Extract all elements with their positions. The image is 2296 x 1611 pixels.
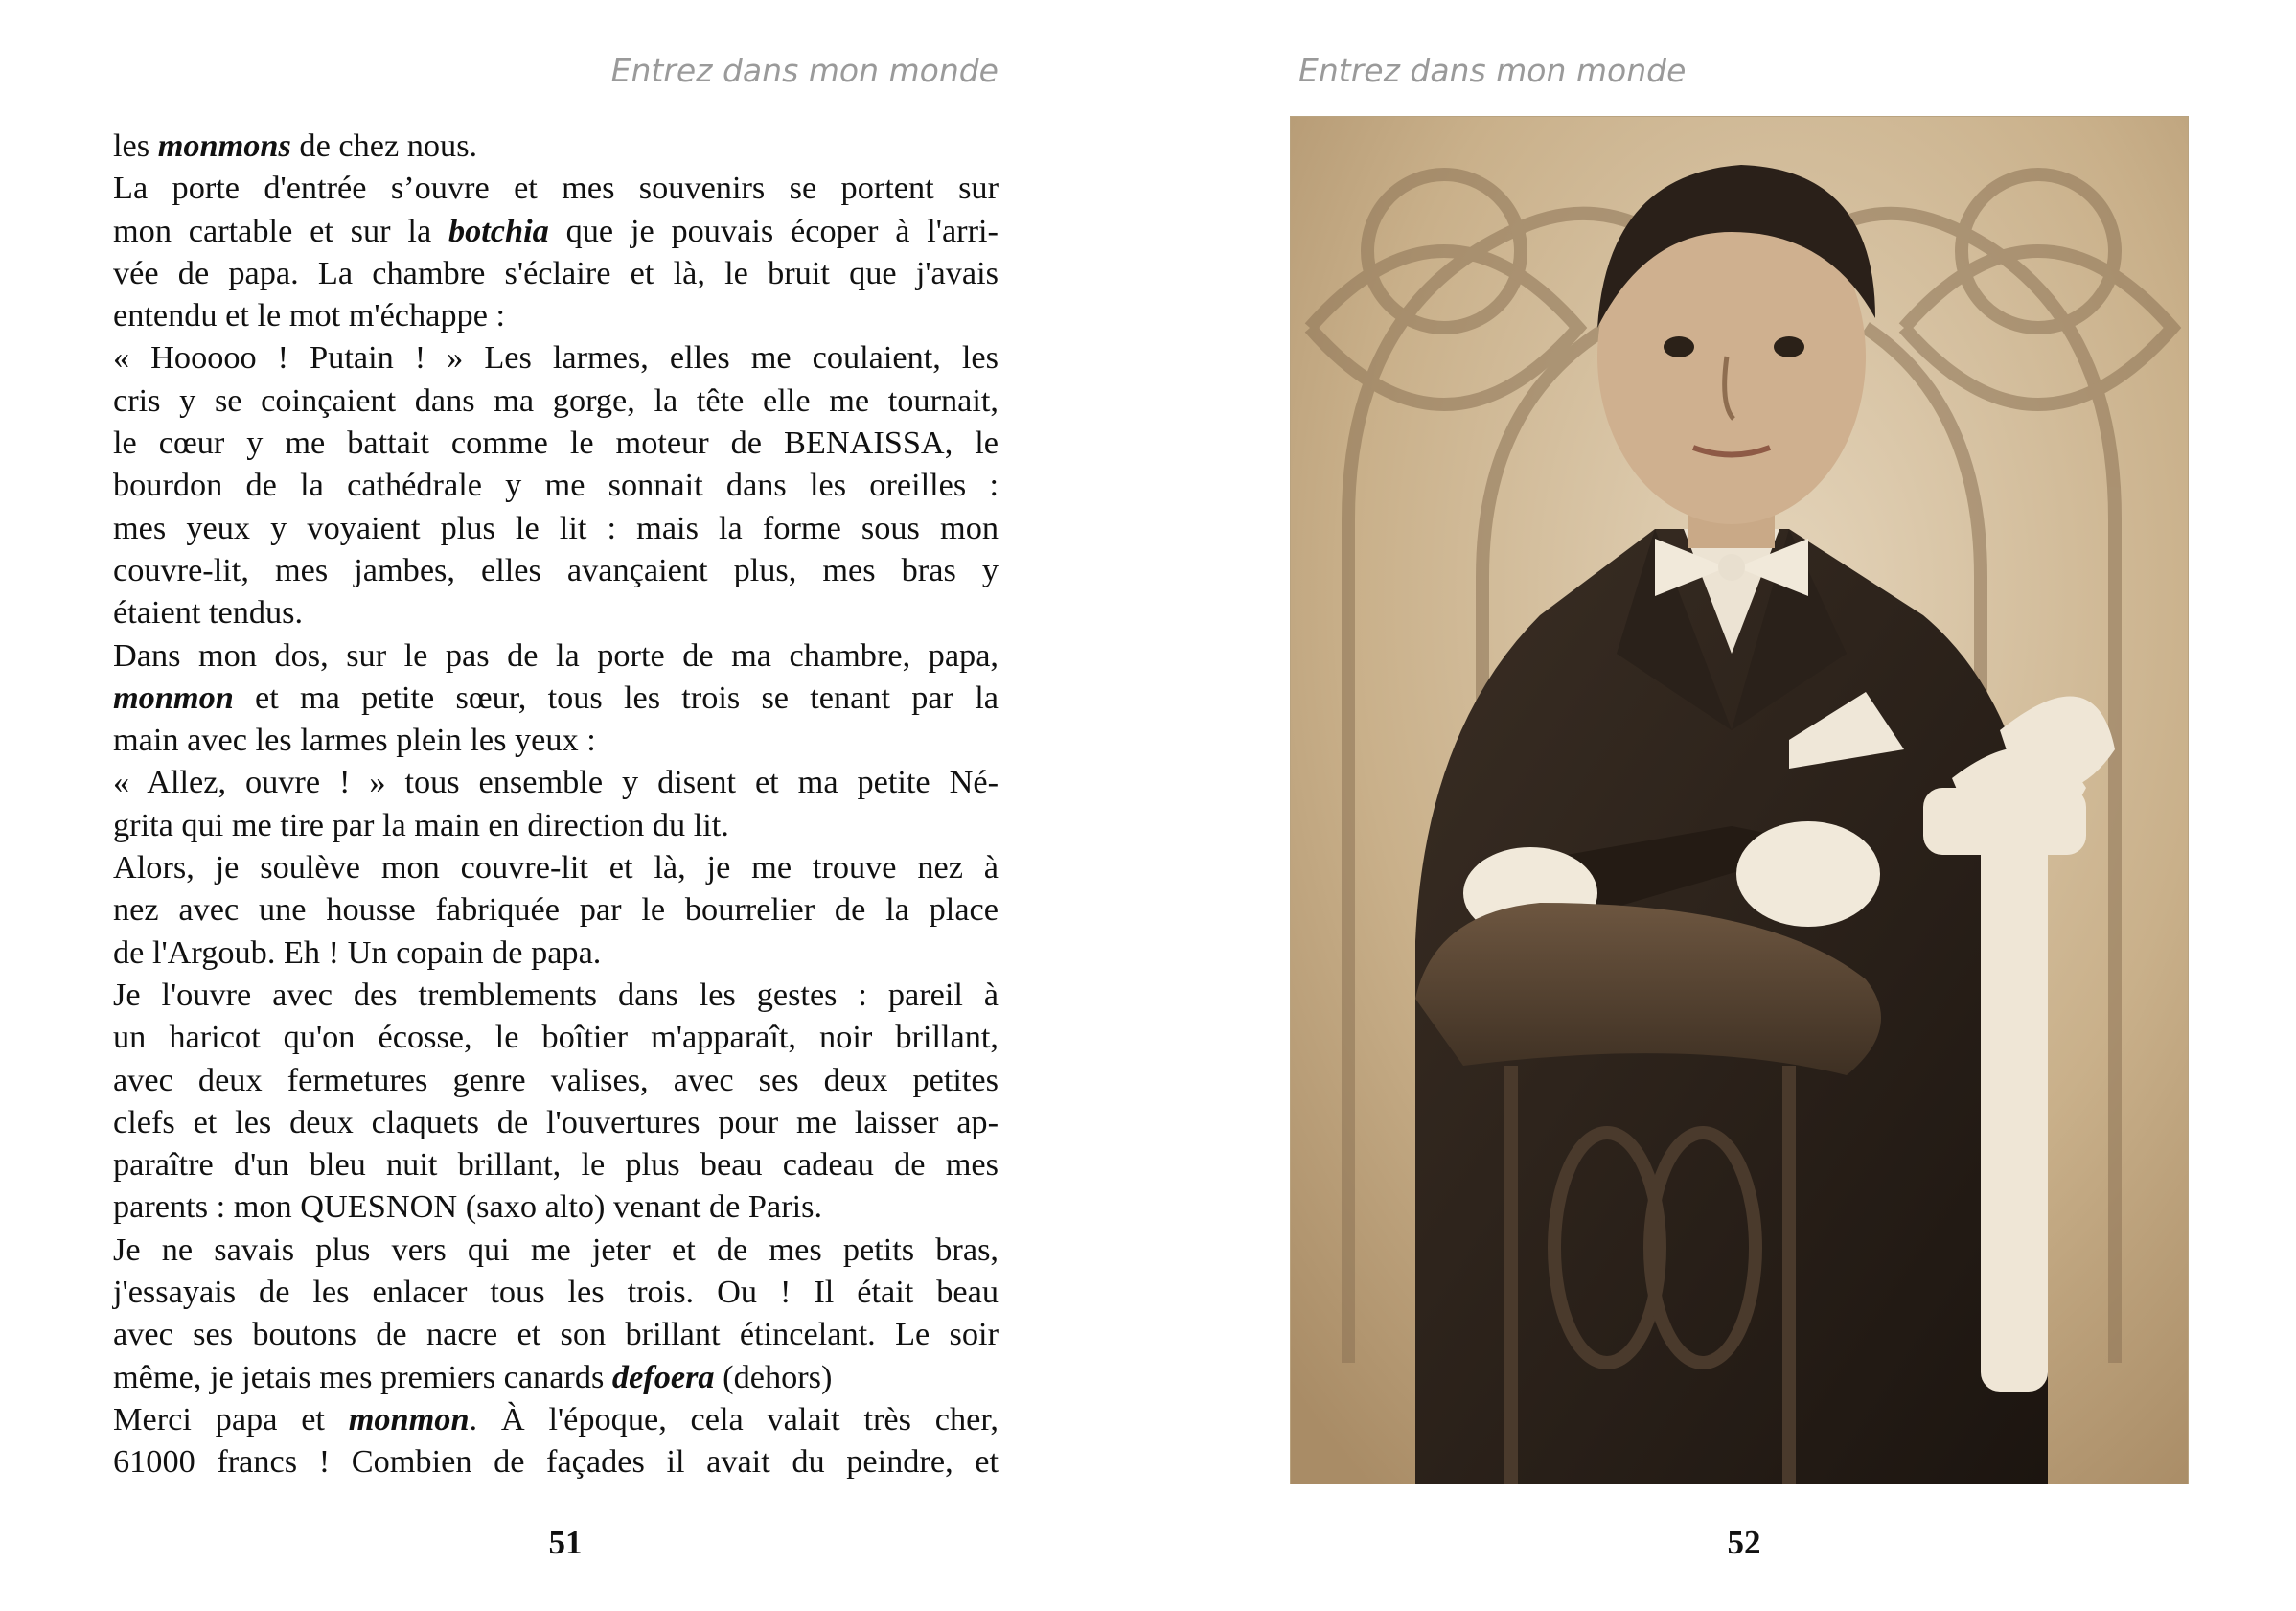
text-run: Je ne savais plus vers qui me jeter et de mes petits bras, bbox=[113, 1231, 999, 1268]
text-line bbox=[113, 1143, 999, 1185]
text-run: le cœur y me battait comme le moteur de BENAISSA, le bbox=[113, 425, 999, 462]
text-run: j'essayais de les enlacer tous les trois. Ou ! Il était beau bbox=[113, 1274, 999, 1311]
text-line bbox=[113, 846, 999, 888]
text-line bbox=[113, 210, 999, 252]
emphasized-word: defoera bbox=[611, 1358, 715, 1395]
body-text bbox=[113, 125, 999, 1484]
text-run: et ma petite sœur, tous les trois se tenant par la bbox=[233, 679, 999, 716]
emphasized-word: botchia bbox=[448, 212, 549, 249]
text-line bbox=[113, 549, 999, 591]
text-run: paraître d'un bleu nuit brillant, le plus beau cadeau de mes bbox=[113, 1146, 999, 1184]
text-run: clefs et les deux claquets de l'ouvertures pour me laisser ap- bbox=[113, 1103, 999, 1140]
text-run: entendu et le mot m'échappe : bbox=[113, 297, 506, 334]
text-run: . À l'époque, cela valait très cher, bbox=[469, 1400, 999, 1438]
text-run: nez avec une housse fabriquée par le bourrelier de la place bbox=[113, 891, 999, 929]
communion-portrait-photo bbox=[1290, 116, 2189, 1484]
text-line bbox=[113, 167, 999, 209]
text-run: un haricot qu'on écosse, le boîtier m'apparaît, noir brillant, bbox=[113, 1019, 999, 1056]
text-run: La porte d'entrée s’ouvre et mes souvenirs se portent sur bbox=[113, 170, 999, 207]
text-run: Alors, je soulève mon couvre-lit et là, je me trouve nez à bbox=[113, 849, 999, 886]
text-run: vée de papa. La chambre s'éclaire et là, le bruit que j'avais bbox=[113, 254, 999, 291]
text-line bbox=[113, 422, 999, 464]
text-run: 61000 francs ! Combien de façades il avait du peindre, et bbox=[113, 1443, 999, 1481]
page-number: 51 bbox=[548, 1524, 583, 1561]
text-line bbox=[113, 1229, 999, 1271]
text-run: étaient tendus. bbox=[113, 594, 304, 632]
text-run: de chez nous. bbox=[290, 127, 478, 164]
text-line bbox=[113, 294, 999, 336]
text-line bbox=[113, 888, 999, 931]
text-line bbox=[113, 507, 999, 549]
text-run: avec deux fermetures genre valises, avec ses deux petites bbox=[113, 1061, 999, 1098]
text-line bbox=[113, 1059, 999, 1101]
text-line bbox=[113, 804, 999, 846]
text-run: couvre-lit, mes jambes, elles avançaient plus, mes bras y bbox=[113, 551, 999, 588]
text-line bbox=[113, 1016, 999, 1058]
text-run: mon cartable et sur la bbox=[113, 212, 448, 249]
emphasized-word: monmon bbox=[113, 679, 234, 716]
running-head: Entrez dans mon monde bbox=[1298, 52, 1687, 89]
text-run: (dehors) bbox=[714, 1358, 833, 1395]
emphasized-word: monmons bbox=[157, 127, 291, 164]
text-run: parents : mon QUESNON (saxo alto) venant de Paris. bbox=[113, 1188, 823, 1226]
text-line bbox=[113, 1185, 999, 1228]
text-line bbox=[113, 1101, 999, 1143]
right-glove bbox=[1736, 821, 1880, 927]
text-run: Merci papa et bbox=[113, 1400, 349, 1438]
text-run: main avec les larmes plein les yeux : bbox=[113, 722, 596, 759]
text-run: même, je jetais mes premiers canards bbox=[113, 1358, 612, 1395]
text-line bbox=[113, 634, 999, 677]
text-line bbox=[113, 1356, 999, 1398]
text-run: bourdon de la cathédrale y me sonnait dans les oreilles : bbox=[113, 467, 999, 504]
text-line bbox=[113, 380, 999, 422]
text-line bbox=[113, 1313, 999, 1355]
page-number: 52 bbox=[1727, 1524, 1761, 1561]
text-line bbox=[113, 591, 999, 633]
text-line bbox=[113, 336, 999, 379]
text-run: les bbox=[113, 127, 158, 164]
text-line bbox=[113, 252, 999, 294]
text-run: Dans mon dos, sur le pas de la porte de ma chambre, papa, bbox=[113, 636, 999, 674]
running-head: Entrez dans mon monde bbox=[610, 52, 999, 89]
text-line bbox=[113, 761, 999, 803]
text-line bbox=[113, 125, 999, 167]
text-run: mes yeux y voyaient plus le lit : mais la forme sous mon bbox=[113, 509, 999, 546]
text-run: grita qui me tire par la main en direction du lit. bbox=[113, 806, 729, 843]
portrait-illustration bbox=[1291, 117, 2188, 1484]
page-52 bbox=[1148, 0, 2296, 1611]
text-run: de l'Argoub. Eh ! Un copain de papa. bbox=[113, 933, 602, 971]
text-run: Je l'ouvre avec des tremblements dans les gestes : pareil à bbox=[113, 976, 999, 1013]
text-line bbox=[113, 1271, 999, 1313]
text-line bbox=[113, 932, 999, 974]
text-run: cris y se coinçaient dans ma gorge, la tête elle me tournait, bbox=[113, 381, 999, 419]
text-line bbox=[113, 1398, 999, 1440]
text-run: avec ses boutons de nacre et son brillant étincelant. Le soir bbox=[113, 1316, 999, 1353]
text-line bbox=[113, 1440, 999, 1483]
text-line bbox=[113, 719, 999, 761]
emphasized-word: monmon bbox=[348, 1400, 470, 1438]
text-line bbox=[113, 677, 999, 719]
text-run: « Hooooo ! Putain ! » Les larmes, elles me coulaient, les bbox=[113, 339, 999, 377]
text-line bbox=[113, 464, 999, 506]
text-run: « Allez, ouvre ! » tous ensemble y disent et ma petite Né- bbox=[113, 764, 999, 801]
text-line bbox=[113, 974, 999, 1016]
text-run: que je pouvais écoper à l'arri- bbox=[548, 212, 999, 249]
